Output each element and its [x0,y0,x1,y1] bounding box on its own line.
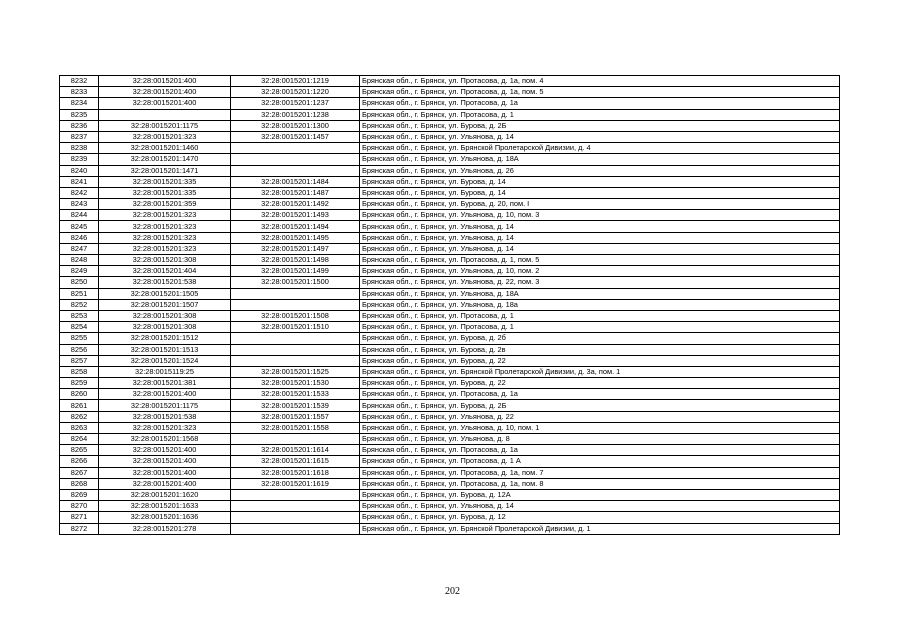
address-cell: Брянская обл., г. Брянск, ул. Бурова, д. 22 [360,355,840,366]
object-number-cell: 32:28:0015201:1498 [231,255,360,266]
object-number-cell: 32:28:0015201:1237 [231,98,360,109]
land-plot-number-cell: 32:28:0015201:308 [99,255,231,266]
land-plot-number-cell: 32:28:0015201:1175 [99,400,231,411]
object-number-cell [231,489,360,500]
address-cell: Брянская обл., г. Брянск, ул. Ульянова, д. 26 [360,165,840,176]
land-plot-number-cell: 32:28:0015201:1471 [99,165,231,176]
table-row [60,210,840,221]
land-plot-number-cell [99,109,231,120]
land-plot-number-cell: 32:28:0015201:308 [99,310,231,321]
address-cell: Брянская обл., г. Брянск, ул. Ульянова, д. 18А [360,154,840,165]
address-cell: Брянская обл., г. Брянск, ул. Ульянова, д. 14 [360,501,840,512]
object-number-cell: 32:28:0015201:1618 [231,467,360,478]
row-number-cell: 8266 [60,456,99,467]
address-cell: Брянская обл., г. Брянск, ул. Протасова, д. 1 [360,322,840,333]
table-row [60,456,840,467]
address-cell: Брянская обл., г. Брянск, ул. Брянской Пролетарской Дивизии, д. 3а, пом. 1 [360,366,840,377]
object-number-cell [231,333,360,344]
row-number-cell: 8248 [60,255,99,266]
land-plot-number-cell: 32:28:0015201:400 [99,87,231,98]
table-row [60,478,840,489]
object-number-cell: 32:28:0015201:1484 [231,176,360,187]
row-number-cell: 8258 [60,366,99,377]
row-number-cell: 8267 [60,467,99,478]
table-row [60,333,840,344]
row-number-cell: 8249 [60,266,99,277]
row-number-cell: 8262 [60,411,99,422]
address-cell: Брянская обл., г. Брянск, ул. Бурова, д. 2в [360,344,840,355]
object-number-cell [231,434,360,445]
object-number-cell: 32:28:0015201:1499 [231,266,360,277]
address-cell: Брянская обл., г. Брянск, ул. Протасова, д. 1 [360,109,840,120]
address-cell: Брянская обл., г. Брянск, ул. Протасова, д. 1а, пом. 4 [360,76,840,87]
land-plot-number-cell: 32:28:0015201:1507 [99,299,231,310]
object-number-cell: 32:28:0015201:1539 [231,400,360,411]
land-plot-number-cell: 32:28:0015201:400 [99,445,231,456]
land-plot-number-cell: 32:28:0015201:323 [99,131,231,142]
table-row [60,255,840,266]
address-cell: Брянская обл., г. Брянск, ул. Бурова, д. 14 [360,187,840,198]
land-plot-number-cell: 32:28:0015201:323 [99,221,231,232]
table-row [60,299,840,310]
land-plot-number-cell: 32:28:0015201:359 [99,199,231,210]
address-cell: Брянская обл., г. Брянск, ул. Протасова, д. 1а [360,445,840,456]
row-number-cell: 8247 [60,243,99,254]
object-number-cell: 32:28:0015201:1487 [231,187,360,198]
row-number-cell: 8246 [60,232,99,243]
table-row [60,512,840,523]
address-cell: Брянская обл., г. Брянск, ул. Ульянова, д. 14 [360,131,840,142]
table-row [60,378,840,389]
row-number-cell: 8254 [60,322,99,333]
object-number-cell: 32:28:0015201:1614 [231,445,360,456]
address-cell: Брянская обл., г. Брянск, ул. Бурова, д. 20, пом. I [360,199,840,210]
row-number-cell: 8263 [60,422,99,433]
address-cell: Брянская обл., г. Брянск, ул. Протасова, д. 1а [360,389,840,400]
row-number-cell: 8250 [60,277,99,288]
object-number-cell [231,355,360,366]
address-cell: Брянская обл., г. Брянск, ул. Ульянова, д. 18А [360,288,840,299]
row-number-cell: 8260 [60,389,99,400]
address-cell: Брянская обл., г. Брянск, ул. Протасова, д. 1, пом. 5 [360,255,840,266]
land-plot-number-cell: 32:28:0015201:335 [99,176,231,187]
object-number-cell: 32:28:0015201:1508 [231,310,360,321]
row-number-cell: 8232 [60,76,99,87]
object-number-cell: 32:28:0015201:1497 [231,243,360,254]
land-plot-number-cell: 32:28:0015201:400 [99,478,231,489]
address-cell: Брянская обл., г. Брянск, ул. Брянской Пролетарской Дивизии, д. 4 [360,143,840,154]
row-number-cell: 8268 [60,478,99,489]
table-row [60,523,840,534]
land-plot-number-cell: 32:28:0015201:1505 [99,288,231,299]
land-plot-number-cell: 32:28:0015201:1633 [99,501,231,512]
object-number-cell: 32:28:0015201:1220 [231,87,360,98]
land-plot-number-cell: 32:28:0015201:400 [99,98,231,109]
table-row [60,87,840,98]
table-row [60,266,840,277]
land-plot-number-cell: 32:28:0015201:323 [99,422,231,433]
row-number-cell: 8241 [60,176,99,187]
object-number-cell [231,344,360,355]
table-row [60,400,840,411]
land-plot-number-cell: 32:28:0015201:538 [99,411,231,422]
address-cell: Брянская обл., г. Брянск, ул. Протасова, д. 1 А [360,456,840,467]
row-number-cell: 8270 [60,501,99,512]
row-number-cell: 8269 [60,489,99,500]
address-cell: Брянская обл., г. Брянск, ул. Протасова, д. 1а, пом. 5 [360,87,840,98]
land-plot-number-cell: 32:28:0015201:335 [99,187,231,198]
row-number-cell: 8239 [60,154,99,165]
table-row [60,98,840,109]
address-cell: Брянская обл., г. Брянск, ул. Ульянова, д. 14 [360,232,840,243]
row-number-cell: 8238 [60,143,99,154]
address-cell: Брянская обл., г. Брянск, ул. Бурова, д. 2Б [360,400,840,411]
land-plot-number-cell: 32:28:0015201:1636 [99,512,231,523]
address-cell: Брянская обл., г. Брянск, ул. Ульянова, д. 22 [360,411,840,422]
address-cell: Брянская обл., г. Брянск, ул. Ульянова, д. 22, пом. 3 [360,277,840,288]
land-plot-number-cell: 32:28:0015201:308 [99,322,231,333]
row-number-cell: 8245 [60,221,99,232]
table-row [60,199,840,210]
row-number-cell: 8240 [60,165,99,176]
table-row [60,434,840,445]
row-number-cell: 8237 [60,131,99,142]
land-plot-number-cell: 32:28:0015201:381 [99,378,231,389]
row-number-cell: 8256 [60,344,99,355]
land-plot-number-cell: 32:28:0015201:1175 [99,120,231,131]
land-plot-number-cell: 32:28:0015201:323 [99,232,231,243]
address-cell: Брянская обл., г. Брянск, ул. Бурова, д. 2б [360,333,840,344]
table-row [60,221,840,232]
table-row [60,422,840,433]
address-cell: Брянская обл., г. Брянск, ул. Бурова, д. 14 [360,176,840,187]
table-row [60,310,840,321]
table-row [60,243,840,254]
row-number-cell: 8257 [60,355,99,366]
table-row [60,489,840,500]
object-number-cell [231,165,360,176]
land-plot-number-cell: 32:28:0015201:400 [99,467,231,478]
land-plot-number-cell: 32:28:0015201:1460 [99,143,231,154]
object-number-cell: 32:28:0015201:1510 [231,322,360,333]
address-cell: Брянская обл., г. Брянск, ул. Протасова, д. 1а [360,98,840,109]
table-row [60,120,840,131]
address-cell: Брянская обл., г. Брянск, ул. Ульянова, д. 14 [360,221,840,232]
address-cell: Брянская обл., г. Брянск, ул. Ульянова, д. 8 [360,434,840,445]
address-cell: Брянская обл., г. Брянск, ул. Бурова, д. 2Б [360,120,840,131]
table-row [60,187,840,198]
object-number-cell [231,501,360,512]
row-number-cell: 8234 [60,98,99,109]
address-cell: Брянская обл., г. Брянск, ул. Протасова, д. 1а, пом. 7 [360,467,840,478]
object-number-cell: 32:28:0015201:1457 [231,131,360,142]
address-cell: Брянская обл., г. Брянск, ул. Ульянова, д. 18а [360,299,840,310]
object-number-cell [231,143,360,154]
table-row [60,232,840,243]
table-row [60,445,840,456]
row-number-cell: 8242 [60,187,99,198]
row-number-cell: 8251 [60,288,99,299]
object-number-cell: 32:28:0015201:1615 [231,456,360,467]
row-number-cell: 8261 [60,400,99,411]
address-cell: Брянская обл., г. Брянск, ул. Протасова, д. 1а, пом. 8 [360,478,840,489]
row-number-cell: 8272 [60,523,99,534]
table-row [60,76,840,87]
table-row [60,109,840,120]
table-body [60,76,840,535]
address-cell: Брянская обл., г. Брянск, ул. Протасова, д. 1 [360,310,840,321]
address-cell: Брянская обл., г. Брянск, ул. Ульянова, д. 10, пом. 1 [360,422,840,433]
object-number-cell: 32:28:0015201:1219 [231,76,360,87]
address-cell: Брянская обл., г. Брянск, ул. Бурова, д. 22 [360,378,840,389]
object-number-cell [231,288,360,299]
table-row [60,143,840,154]
table-row [60,501,840,512]
land-plot-number-cell: 32:28:0015201:1568 [99,434,231,445]
row-number-cell: 8236 [60,120,99,131]
table-row [60,366,840,377]
table-row [60,154,840,165]
table-row [60,344,840,355]
object-number-cell: 32:28:0015201:1619 [231,478,360,489]
table-row [60,165,840,176]
row-number-cell: 8243 [60,199,99,210]
row-number-cell: 8252 [60,299,99,310]
table-row [60,389,840,400]
table-row [60,277,840,288]
object-number-cell: 32:28:0015201:1533 [231,389,360,400]
object-number-cell: 32:28:0015201:1495 [231,232,360,243]
land-plot-number-cell: 32:28:0015201:1512 [99,333,231,344]
address-cell: Брянская обл., г. Брянск, ул. Бурова, д. 12А [360,489,840,500]
object-number-cell: 32:28:0015201:1492 [231,199,360,210]
land-plot-number-cell: 32:28:0015201:1513 [99,344,231,355]
object-number-cell [231,299,360,310]
land-plot-number-cell: 32:28:0015119:25 [99,366,231,377]
object-number-cell [231,523,360,534]
table-row [60,322,840,333]
address-cell: Брянская обл., г. Брянск, ул. Ульянова, д. 10, пом. 3 [360,210,840,221]
object-number-cell: 32:28:0015201:1494 [231,221,360,232]
object-number-cell: 32:28:0015201:1530 [231,378,360,389]
table-row [60,411,840,422]
row-number-cell: 8244 [60,210,99,221]
object-number-cell [231,512,360,523]
table-row [60,176,840,187]
address-cell: Брянская обл., г. Брянск, ул. Ульянова, д. 14 [360,243,840,254]
cadastral-table [59,75,840,535]
land-plot-number-cell: 32:28:0015201:400 [99,456,231,467]
land-plot-number-cell: 32:28:0015201:1524 [99,355,231,366]
row-number-cell: 8259 [60,378,99,389]
object-number-cell: 32:28:0015201:1300 [231,120,360,131]
object-number-cell [231,154,360,165]
row-number-cell: 8235 [60,109,99,120]
land-plot-number-cell: 32:28:0015201:278 [99,523,231,534]
row-number-cell: 8255 [60,333,99,344]
object-number-cell: 32:28:0015201:1238 [231,109,360,120]
land-plot-number-cell: 32:28:0015201:323 [99,210,231,221]
row-number-cell: 8253 [60,310,99,321]
object-number-cell: 32:28:0015201:1558 [231,422,360,433]
address-cell: Брянская обл., г. Брянск, ул. Брянской Пролетарской Дивизии, д. 1 [360,523,840,534]
land-plot-number-cell: 32:28:0015201:1470 [99,154,231,165]
object-number-cell: 32:28:0015201:1525 [231,366,360,377]
land-plot-number-cell: 32:28:0015201:404 [99,266,231,277]
object-number-cell: 32:28:0015201:1493 [231,210,360,221]
land-plot-number-cell: 32:28:0015201:538 [99,277,231,288]
table-row [60,288,840,299]
address-cell: Брянская обл., г. Брянск, ул. Бурова, д. 12 [360,512,840,523]
land-plot-number-cell: 32:28:0015201:400 [99,389,231,400]
address-cell: Брянская обл., г. Брянск, ул. Ульянова, д. 10, пом. 2 [360,266,840,277]
row-number-cell: 8271 [60,512,99,523]
object-number-cell: 32:28:0015201:1500 [231,277,360,288]
page-number: 202 [445,586,460,597]
row-number-cell: 8265 [60,445,99,456]
land-plot-number-cell: 32:28:0015201:1620 [99,489,231,500]
table-row [60,355,840,366]
row-number-cell: 8264 [60,434,99,445]
row-number-cell: 8233 [60,87,99,98]
land-plot-number-cell: 32:28:0015201:400 [99,76,231,87]
table-row [60,467,840,478]
object-number-cell: 32:28:0015201:1557 [231,411,360,422]
table-row [60,131,840,142]
land-plot-number-cell: 32:28:0015201:323 [99,243,231,254]
